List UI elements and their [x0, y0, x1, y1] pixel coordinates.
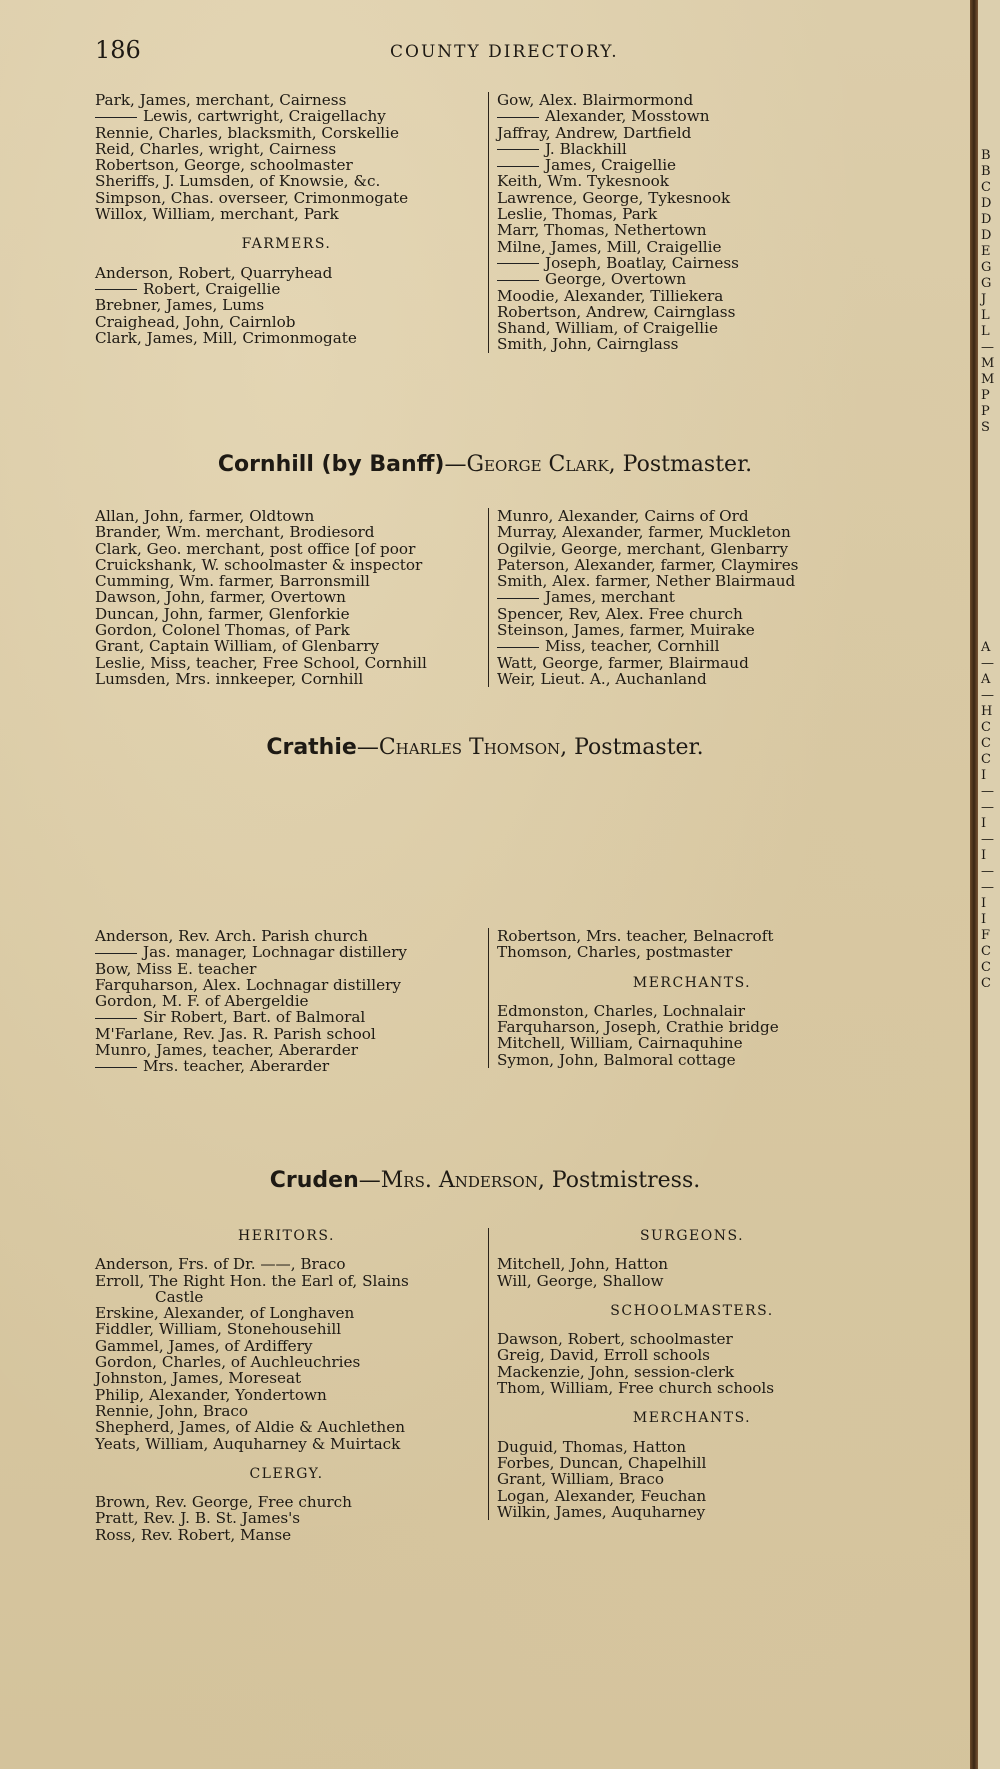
entry-text: Philip, Alexander, Yondertown: [95, 1385, 327, 1404]
entry-text: Brown, Rev. George, Free church: [95, 1493, 352, 1512]
directory-entry: [95, 1256, 478, 1272]
directory-entry: [497, 304, 887, 320]
page-header: [95, 36, 875, 76]
directory-entry: [95, 281, 478, 297]
entry-text: Dawson, John, farmer, Overtown: [95, 588, 346, 607]
entry-text: Mitchell, William, Cairnaquhine: [497, 1034, 743, 1053]
town-name: Cornhill (by Banff): [217, 452, 445, 477]
schoolmasters-heading: SCHOOLMASTERS.: [610, 1302, 774, 1319]
postmistress-name: —Mrs. Anderson,: [358, 1168, 545, 1193]
directory-entry: [497, 271, 887, 287]
entry-text: Erskine, Alexander, of Longhaven: [95, 1304, 355, 1323]
entry-text: Shand, William, of Craigellie: [497, 319, 718, 338]
entry-text: Castle: [155, 1287, 204, 1306]
directory-entry: [95, 1289, 478, 1305]
entry-text: Rennie, Charles, blacksmith, Corskellie: [95, 123, 400, 142]
entry-text: Steinson, James, farmer, Muirake: [497, 621, 755, 640]
cruden-heading: [0, 1168, 970, 1193]
directory-entry: [497, 125, 887, 141]
entry-text: Greig, David, Erroll schools: [497, 1346, 710, 1365]
directory-entry: [497, 336, 887, 352]
entry-text: Edmonston, Charles, Lochnalair: [497, 1001, 746, 1020]
directory-entry: [95, 1338, 478, 1354]
adjacent-letter: C: [981, 976, 991, 991]
directory-entry: [497, 541, 887, 557]
adjacent-letter: P: [981, 404, 990, 419]
adjacent-letter: D: [981, 212, 992, 227]
directory-entry: [95, 265, 478, 281]
directory-entry: [497, 222, 887, 238]
entry-text: Leslie, Miss, teacher, Free School, Cornhill: [95, 653, 427, 672]
ditto-dash: [497, 263, 539, 264]
entry-text: Spencer, Rev, Alex. Free church: [497, 604, 743, 623]
entry-text: Simpson, Chas. overseer, Crimonmogate: [95, 188, 409, 207]
entry-text: Cruickshank, W. schoolmaster & inspector: [95, 555, 423, 574]
entry-text: Grant, William, Braco: [497, 1470, 664, 1489]
town-name: Cruden: [269, 1168, 359, 1193]
directory-entry: [95, 508, 478, 524]
adjacent-letter: C: [981, 720, 991, 735]
ditto-dash: [497, 149, 539, 150]
surgeons-heading: SURGEONS.: [639, 1228, 745, 1244]
adjacent-letter: G: [981, 260, 992, 275]
entry-text: Symon, John, Balmoral cottage: [497, 1050, 736, 1069]
entry-text: Robertson, Andrew, Cairnglass: [497, 302, 736, 321]
ditto-dash: [497, 280, 539, 281]
directory-entry: [497, 190, 887, 206]
directory-entry: [95, 1009, 478, 1025]
ditto-dash: [497, 166, 539, 167]
directory-entry: [497, 1003, 887, 1019]
entry-text: Johnston, James, Moreseat: [95, 1369, 302, 1388]
running-title: COUNTY DIRECTORY.: [390, 42, 619, 62]
entry-text: James, merchant: [545, 588, 675, 607]
entry-text: Mackenzie, John, session-clerk: [497, 1362, 735, 1381]
entry-text: Willox, William, merchant, Park: [95, 205, 339, 224]
adjacent-letter: —: [981, 656, 994, 671]
directory-entry: [95, 330, 478, 346]
entry-text: Cumming, Wm. farmer, Barronsmill: [95, 572, 370, 591]
page-number: 186: [95, 36, 141, 64]
entry-text: Rennie, John, Braco: [95, 1401, 249, 1420]
ditto-dash: [497, 598, 539, 599]
entry-text: George, Overtown: [545, 270, 687, 289]
entry-text: Moodie, Alexander, Tilliekera: [497, 286, 724, 305]
entry-text: Wilkin, James, Auquharney: [497, 1502, 706, 1521]
cornhill-heading: [0, 452, 970, 477]
book-gutter: [970, 0, 978, 1769]
directory-entry: [95, 1510, 478, 1526]
entry-text: Lawrence, George, Tykesnook: [497, 188, 731, 207]
ditto-dash: [497, 647, 539, 648]
adjacent-letter: D: [981, 228, 992, 243]
directory-entry: [497, 622, 887, 638]
entry-text: Fiddler, William, Stonehousehill: [95, 1320, 342, 1339]
directory-entry: [497, 1347, 887, 1363]
entry-text: Lewis, cartwright, Craigellachy: [143, 107, 386, 126]
entry-text: Gordon, Charles, of Auchleuchries: [95, 1353, 361, 1372]
directory-entry: [95, 1419, 478, 1435]
directory-entry: [497, 524, 887, 540]
directory-entry: [497, 557, 887, 573]
entry-text: Grant, Captain William, of Glenbarry: [95, 637, 380, 656]
directory-entry: [497, 1471, 887, 1487]
entry-text: Weir, Lieut. A., Auchanland: [497, 669, 707, 688]
directory-entry: [497, 928, 887, 944]
directory-entry: [95, 1387, 478, 1403]
entry-text: Craighead, John, Cairnlob: [95, 312, 296, 331]
directory-entry: [497, 173, 887, 189]
entry-text: Gammel, James, of Ardiffery: [95, 1336, 313, 1355]
entry-text: James, Craigellie: [545, 156, 677, 175]
directory-entry: [95, 944, 478, 960]
directory-entry: [95, 173, 478, 189]
merchants-heading: MERCHANTS.: [632, 1410, 752, 1427]
directory-entry: [497, 1331, 887, 1347]
directory-entry: [497, 638, 887, 654]
adjacent-letter: S: [981, 420, 990, 435]
directory-entry: [95, 1305, 478, 1321]
crathie-left-column: [95, 928, 478, 1075]
directory-entry: [497, 157, 887, 173]
entry-text: J. Blackhill: [545, 139, 627, 158]
directory-entry: [95, 541, 478, 557]
entry-text: Farquharson, Alex. Lochnagar distillery: [95, 975, 401, 994]
directory-entry: [497, 1035, 887, 1051]
directory-entry: [497, 288, 887, 304]
entry-text: Mitchell, John, Hatton: [497, 1255, 669, 1274]
directory-entry: [95, 622, 478, 638]
entry-text: Bow, Miss E. teacher: [95, 959, 257, 978]
entry-text: Lumsden, Mrs. innkeeper, Cornhill: [95, 669, 364, 688]
entry-text: Gordon, Colonel Thomas, of Park: [95, 621, 350, 640]
adjacent-letter: F: [981, 928, 991, 943]
entry-text: Robert, Craigellie: [143, 279, 281, 298]
directory-entry: [95, 993, 478, 1009]
entry-text: Erroll, The Right Hon. the Earl of, Slains: [95, 1271, 409, 1290]
cornhill-right-column: [488, 508, 887, 687]
entry-text: Miss, teacher, Cornhill: [545, 637, 720, 656]
directory-entry: [95, 1042, 478, 1058]
entry-text: Sir Robert, Bart. of Balmoral: [143, 1008, 366, 1027]
directory-entry: [497, 1256, 887, 1272]
entry-text: Jas. manager, Lochnagar distillery: [143, 943, 407, 962]
directory-entry: [95, 108, 478, 124]
entry-text: Park, James, merchant, Cairness: [95, 91, 347, 109]
directory-entry: [95, 1273, 478, 1289]
postmaster-name: —George Clark,: [444, 452, 616, 477]
entry-text: Forbes, Duncan, Chapelhill: [497, 1453, 707, 1472]
entry-text: Smith, John, Cairnglass: [497, 335, 679, 354]
directory-entry: [95, 1527, 478, 1543]
adjacent-letter: M: [981, 372, 995, 387]
farmers-heading: FARMERS.: [241, 236, 332, 253]
directory-entry: [95, 190, 478, 206]
entry-text: Anderson, Robert, Quarryhead: [95, 263, 333, 282]
entry-text: Thom, William, Free church schools: [497, 1379, 775, 1398]
entry-text: Mrs. teacher, Aberarder: [143, 1057, 330, 1076]
directory-entry: [95, 314, 478, 330]
directory-entry: [497, 1488, 887, 1504]
adjacent-letter: —: [981, 800, 994, 815]
adjacent-letter: A: [981, 672, 991, 687]
heritors-heading: HERITORS.: [238, 1228, 335, 1244]
directory-entry: [95, 1354, 478, 1370]
directory-entry: [95, 655, 478, 671]
directory-entry: [95, 671, 478, 687]
directory-entry: [95, 1494, 478, 1510]
entry-text: Munro, Alexander, Cairns of Ord: [497, 507, 749, 525]
entry-text: M'Farlane, Rev. Jas. R. Parish school: [95, 1024, 376, 1043]
entry-text: Robertson, George, schoolmaster: [95, 156, 353, 175]
entry-text: Duncan, John, farmer, Glenforkie: [95, 604, 350, 623]
entry-text: Alexander, Mosstown: [545, 107, 710, 126]
postmaster-name: —Charles Thomson,: [356, 735, 568, 760]
adjacent-letter: G: [981, 276, 992, 291]
entry-text: Ross, Rev. Robert, Manse: [95, 1525, 292, 1544]
adjacent-letter: —: [981, 340, 994, 355]
directory-entry: [95, 928, 478, 944]
directory-entry: [497, 944, 887, 960]
entry-text: Clark, Geo. merchant, post office [of poor: [95, 539, 416, 558]
entry-text: Ogilvie, George, merchant, Glenbarry: [497, 539, 789, 558]
adjacent-letter: C: [981, 960, 991, 975]
directory-entry: [497, 141, 887, 157]
merchants-heading: MERCHANTS.: [632, 974, 752, 991]
directory-entry: [95, 1321, 478, 1337]
entry-text: Brander, Wm. merchant, Brodiesord: [95, 523, 375, 542]
directory-entry: [497, 92, 887, 108]
entry-text: Yeats, William, Auquharney & Muirtack: [95, 1434, 401, 1453]
directory-entry: [95, 92, 478, 108]
crathie-right-column: [488, 928, 887, 1068]
directory-entry: [497, 655, 887, 671]
cornhill-left-column: [95, 508, 478, 687]
adjacent-letter: E: [981, 244, 991, 259]
directory-entry: [497, 671, 887, 687]
ditto-dash: [95, 1018, 137, 1019]
entry-text: Pratt, Rev. J. B. St. James's: [95, 1509, 301, 1528]
ditto-dash: [95, 953, 137, 954]
ditto-dash: [95, 289, 137, 290]
directory-entry: [95, 961, 478, 977]
entry-text: Gordon, M. F. of Abergeldie: [95, 992, 309, 1011]
entry-text: Joseph, Boatlay, Cairness: [545, 253, 739, 272]
directory-entry: [95, 557, 478, 573]
directory-entry: [95, 1370, 478, 1386]
directory-entry: [497, 1439, 887, 1455]
adjacent-letter: C: [981, 944, 991, 959]
postmaster-role: Postmaster.: [574, 735, 704, 760]
adjacent-letter: I: [981, 848, 987, 863]
entry-text: Munro, James, teacher, Aberarder: [95, 1041, 359, 1060]
ditto-dash: [95, 117, 137, 118]
directory-entry: [497, 206, 887, 222]
adjacent-letter: —: [981, 864, 994, 879]
entry-text: Dawson, Robert, schoolmaster: [497, 1330, 733, 1349]
postmaster-role: Postmaster.: [622, 452, 753, 477]
directory-entry: [497, 108, 887, 124]
entry-text: Anderson, Frs. of Dr. ——, Braco: [95, 1255, 346, 1274]
postmistress-role: Postmistress.: [551, 1168, 701, 1193]
directory-entry: [497, 1019, 887, 1035]
adjacent-letter: I: [981, 912, 987, 927]
entry-text: Allan, John, farmer, Oldtown: [95, 507, 315, 525]
directory-entry: [497, 1273, 887, 1289]
directory-entry: [497, 320, 887, 336]
top-left-column: [95, 92, 478, 346]
entry-text: Will, George, Shallow: [497, 1271, 664, 1290]
directory-entry: [95, 606, 478, 622]
adjacent-letter: —: [981, 784, 994, 799]
adjacent-letter: L: [981, 308, 990, 323]
adjacent-letter: H: [981, 704, 993, 719]
directory-entry: [497, 589, 887, 605]
ditto-dash: [497, 117, 539, 118]
adjacent-letter: C: [981, 180, 991, 195]
directory-entry: [95, 524, 478, 540]
entry-text: Murray, Alexander, farmer, Muckleton: [497, 523, 791, 542]
directory-entry: [497, 1455, 887, 1471]
directory-entry: [95, 977, 478, 993]
adjacent-letter: C: [981, 752, 991, 767]
directory-entry: [95, 206, 478, 222]
directory-entry: [497, 508, 887, 524]
entry-text: Clark, James, Mill, Crimonmogate: [95, 328, 357, 347]
adjacent-letter: M: [981, 356, 995, 371]
directory-entry: [497, 573, 887, 589]
directory-entry: [497, 255, 887, 271]
adjacent-letter: L: [981, 324, 990, 339]
clergy-heading: CLERGY.: [249, 1465, 324, 1482]
entry-text: Smith, Alex. farmer, Nether Blairmaud: [497, 572, 796, 591]
adjacent-page-edge: [978, 0, 1000, 1769]
adjacent-letter: I: [981, 768, 987, 783]
adjacent-letter: —: [981, 832, 994, 847]
entry-text: Paterson, Alexander, farmer, Claymires: [497, 555, 799, 574]
entry-text: Brebner, James, Lums: [95, 296, 265, 315]
directory-entry: [95, 589, 478, 605]
town-name: Crathie: [266, 735, 357, 760]
adjacent-letter: J: [981, 292, 987, 307]
directory-entry: [95, 297, 478, 313]
top-right-column: [488, 92, 887, 353]
entry-text: Jaffray, Andrew, Dartfield: [497, 123, 692, 142]
entry-text: Reid, Charles, wright, Cairness: [95, 139, 337, 158]
directory-entry: [95, 1026, 478, 1042]
directory-entry: [497, 1380, 887, 1396]
adjacent-letter: B: [981, 164, 991, 179]
entry-text: Keith, Wm. Tykesnook: [497, 172, 669, 191]
adjacent-letter: P: [981, 388, 990, 403]
entry-text: Thomson, Charles, postmaster: [497, 943, 733, 962]
adjacent-letter: I: [981, 816, 987, 831]
directory-entry: [497, 1364, 887, 1380]
adjacent-letter: C: [981, 736, 991, 751]
entry-text: Anderson, Rev. Arch. Parish church: [95, 927, 368, 945]
ditto-dash: [95, 1067, 137, 1068]
directory-entry: [95, 141, 478, 157]
entry-text: Marr, Thomas, Nethertown: [497, 221, 707, 240]
directory-entry: [95, 573, 478, 589]
crathie-heading: [0, 735, 970, 760]
entry-text: Watt, George, farmer, Blairmaud: [497, 653, 749, 672]
entry-text: Robertson, Mrs. teacher, Belnacroft: [497, 927, 774, 945]
adjacent-letter: I: [981, 896, 987, 911]
cruden-right-column: [488, 1228, 887, 1520]
entry-text: Shepherd, James, of Aldie & Auchlethen: [95, 1418, 405, 1437]
directory-entry: [95, 638, 478, 654]
directory-entry: [497, 239, 887, 255]
entry-text: Logan, Alexander, Feuchan: [497, 1486, 707, 1505]
directory-entry: [95, 125, 478, 141]
adjacent-letter: D: [981, 196, 992, 211]
directory-entry: [497, 1504, 887, 1520]
entry-text: Duguid, Thomas, Hatton: [497, 1437, 687, 1456]
adjacent-letter: —: [981, 688, 994, 703]
directory-entry: [497, 606, 887, 622]
directory-entry: [95, 1058, 478, 1074]
directory-entry: [95, 1436, 478, 1452]
directory-entry: [95, 1403, 478, 1419]
directory-entry: [95, 157, 478, 173]
entry-text: Farquharson, Joseph, Crathie bridge: [497, 1018, 779, 1037]
adjacent-letter: B: [981, 148, 991, 163]
adjacent-letter: A: [981, 640, 991, 655]
entry-text: Gow, Alex. Blairmormond: [497, 91, 694, 109]
directory-entry: [497, 1052, 887, 1068]
entry-text: Milne, James, Mill, Craigellie: [497, 237, 722, 256]
entry-text: Leslie, Thomas, Park: [497, 205, 658, 224]
entry-text: Sheriffs, J. Lumsden, of Knowsie, &c.: [95, 172, 381, 191]
cruden-left-column: [95, 1228, 478, 1543]
adjacent-letter: —: [981, 880, 994, 895]
